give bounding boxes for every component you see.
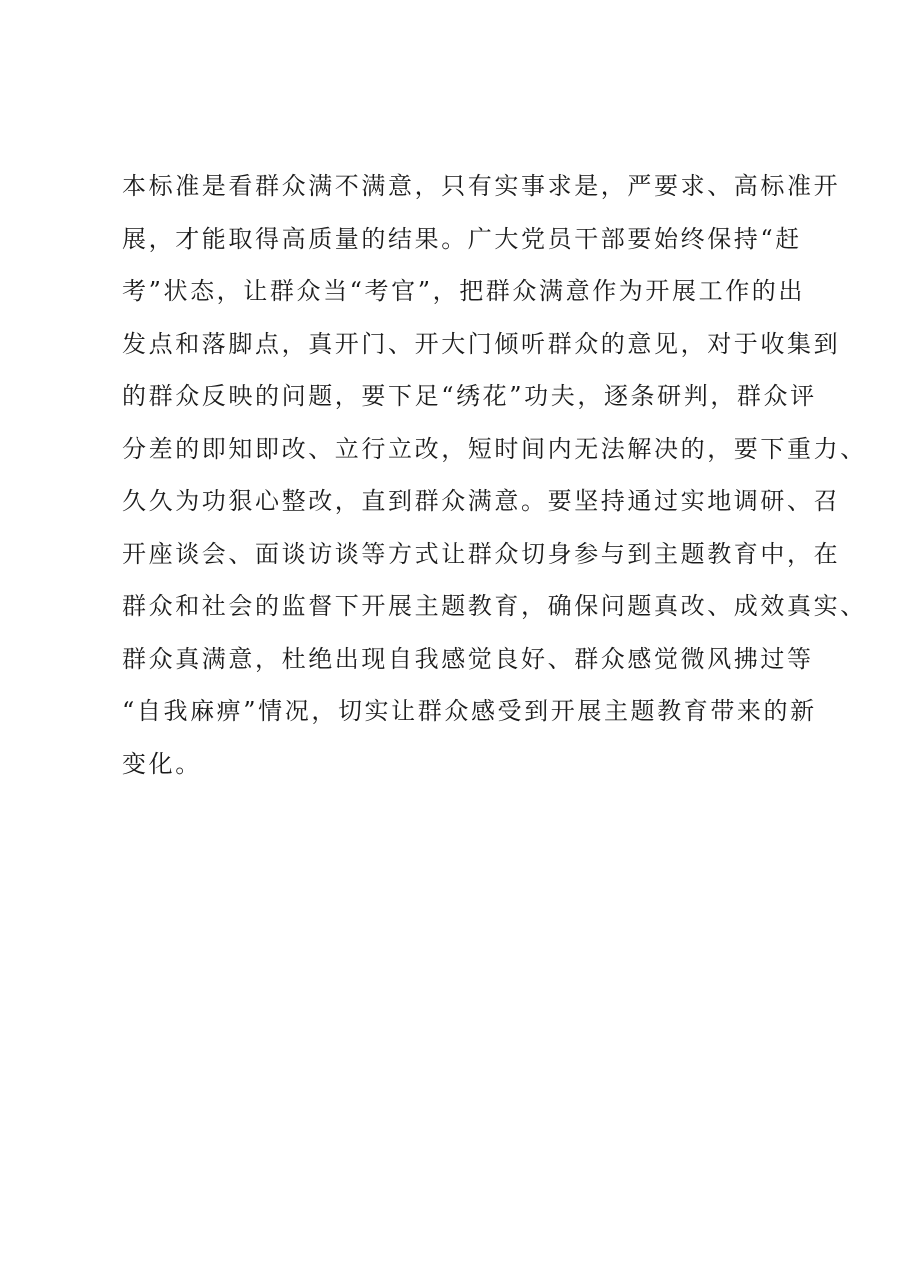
paragraph-line: 群众和社会的监督下开展主题教育，确保问题真改、成效真实、 (122, 592, 867, 620)
paragraph-line: “自我麻痹”情况，切实让群众感受到开展主题教育带来的新 (122, 697, 817, 725)
paragraph-line: 展，才能取得高质量的结果。广大党员干部要始终保持“赶 (122, 224, 802, 253)
body-paragraph (122, 160, 867, 790)
paragraph-line: 群众真满意，杜绝出现自我感觉良好、群众感觉微风拂过等 (122, 644, 814, 673)
paragraph-line: 发点和落脚点，真开门、开大门倾听群众的意见，对于收集到 (122, 329, 841, 358)
paragraph-line: 分差的即知即改、立行立改，短时间内无法解决的，要下重力、 (122, 434, 867, 463)
paragraph-line: 的群众反映的问题，要下足“绣花”功夫，逐条研判，群众评 (122, 382, 817, 410)
paragraph-line: 久久为功狠心整改，直到群众满意。要坚持通过实地调研、召 (122, 487, 841, 515)
paragraph-line: 本标准是看群众满不满意，只有实事求是，严要求、高标准开 (122, 172, 841, 200)
paragraph-line: 考”状态，让群众当“考官”，把群众满意作为开展工作的出 (122, 277, 806, 305)
paragraph-line: 开座谈会、面谈访谈等方式让群众切身参与到主题教育中，在 (122, 539, 841, 568)
paragraph-line: 变化。 (122, 749, 202, 778)
